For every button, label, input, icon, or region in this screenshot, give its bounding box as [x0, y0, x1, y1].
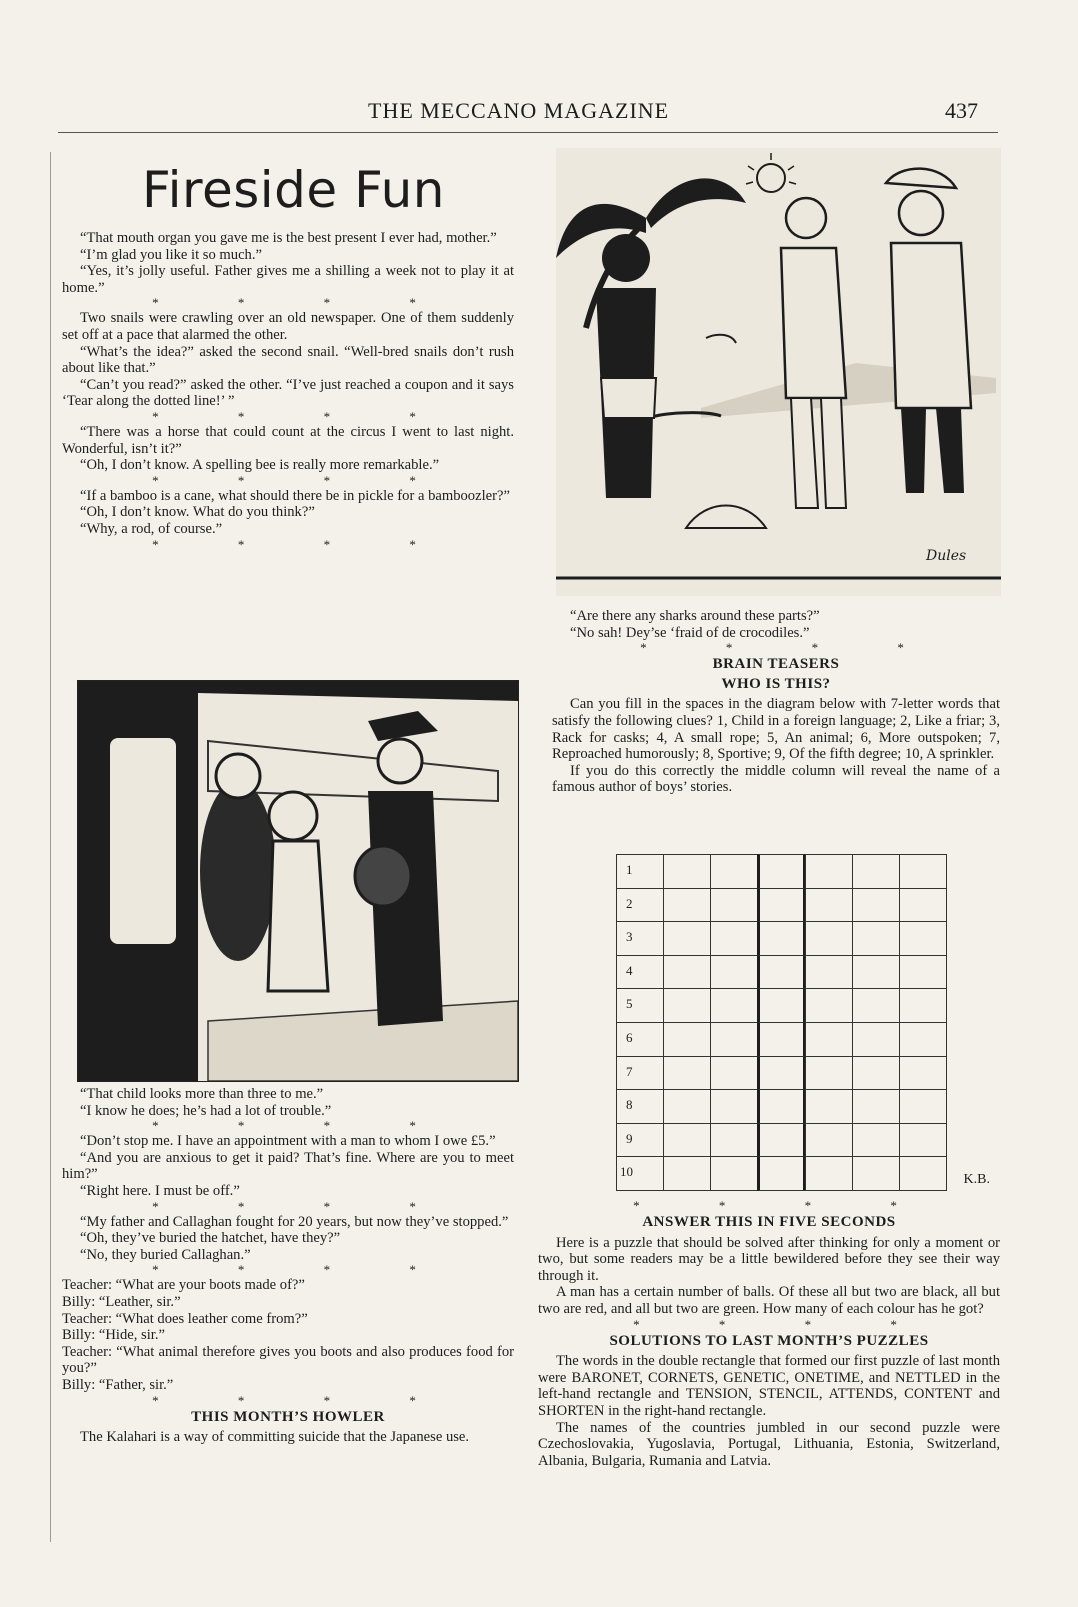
- star-separator: * * * *: [152, 1198, 454, 1214]
- grid-cell: [805, 854, 853, 889]
- joke-paragraph: “Why, a rod, of course.”: [80, 520, 223, 537]
- grid-cell: [899, 921, 947, 956]
- grid-cell: [710, 888, 758, 923]
- grid-cell: [710, 1089, 758, 1124]
- star-separator: * * * *: [633, 1198, 935, 1213]
- fireside-fun-column-lower: [62, 1086, 514, 1446]
- beach-cartoon: [556, 148, 1001, 596]
- joke-paragraph: Billy: “Hide, sir.”: [62, 1327, 165, 1344]
- star-separator: * * * *: [152, 1392, 454, 1408]
- solutions-text: The names of the countries jumbled in our second puzzle were Czechoslovakia, Yugoslavia, Portugal, Lithuania, Estonia, Switzerland, Albania, Bulgaria, Rumania and Latvia.: [538, 1419, 1000, 1469]
- joke-paragraph: Teacher: “What animal therefore gives you boots and also produces food for you?”: [62, 1343, 514, 1377]
- cartoon-caption: “Are there any sharks around these parts?”: [570, 608, 820, 624]
- grid-cell: [805, 1089, 853, 1124]
- grid-cell: [805, 1056, 853, 1091]
- joke-paragraph: “My father and Callaghan fought for 20 years, but now they’ve stopped.”: [80, 1213, 509, 1230]
- grid-cell: [805, 921, 853, 956]
- grid-cell: [899, 888, 947, 923]
- joke-paragraph: “If a bamboo is a cane, what should there be in pickle for a bamboozler?”: [80, 487, 510, 504]
- star-separator: * * * *: [633, 1316, 935, 1332]
- grid-cell: [757, 1022, 805, 1057]
- grid-cell: [757, 988, 805, 1023]
- joke-paragraph: “Oh, I don’t know. What do you think?”: [80, 504, 315, 521]
- grid-cell: [852, 1123, 900, 1158]
- grid-cell: [663, 921, 711, 956]
- grid-cell: [757, 955, 805, 990]
- joke-paragraph: “No, they buried Callaghan.”: [80, 1246, 251, 1263]
- answer-text: A man has a certain number of balls. Of these all but two are black, all but two are red, and all but two are green. How many of each colour has he got?: [538, 1284, 1000, 1317]
- grid-cell: [710, 955, 758, 990]
- who-is-this-text: Can you fill in the spaces in the diagram below with 7-letter words that satisfy the following clues? 1, Child in a foreign language; 2, Like a friar; 3, Rack for casks; 4, A small rope; 5, An animal; 6, More outspoken; 7, Reproached humorously; 8, Sportive; 9, Of the fifth degree; 10, A sprinkler.: [552, 696, 1000, 763]
- grid-cell: [852, 1156, 900, 1191]
- grid-row-number: 9: [626, 1130, 633, 1146]
- star-separator: * * * *: [152, 1262, 454, 1278]
- puzzle-grid: [583, 854, 957, 1190]
- grid-cell: [616, 888, 664, 923]
- grid-cell: [852, 1022, 900, 1057]
- grid-cell: [710, 1022, 758, 1057]
- grid-row-number: 10: [620, 1164, 633, 1180]
- star-separator: * * * *: [152, 536, 454, 552]
- fireside-fun-title: Fireside Fun: [142, 161, 445, 219]
- answer-text: Here is a puzzle that should be solved after thinking for only a moment or two, but some readers may be a little bewildered before they see their way through it.: [538, 1234, 1000, 1284]
- grid-cell: [663, 1056, 711, 1091]
- answer-heading: ANSWER THIS IN FIVE SECONDS: [642, 1214, 896, 1230]
- joke-paragraph: “Oh, I don’t know. A spelling bee is really more remarkable.”: [80, 457, 440, 474]
- star-separator: * * * *: [152, 408, 454, 424]
- grid-cell: [805, 955, 853, 990]
- joke-paragraph: “That mouth organ you gave me is the best present I ever had, mother.”: [80, 230, 497, 246]
- grid-cell: [852, 921, 900, 956]
- grid-cell: [899, 1156, 947, 1191]
- joke-paragraph: “Right here. I must be off.”: [80, 1182, 240, 1199]
- grid-cell: [852, 888, 900, 923]
- grid-cell: [616, 955, 664, 990]
- grid-cell: [899, 854, 947, 889]
- train-cartoon-illustration: [78, 681, 518, 1081]
- grid-row-number: 8: [626, 1097, 633, 1113]
- grid-row-number: 4: [626, 962, 633, 978]
- joke-paragraph: Teacher: “What are your boots made of?”: [62, 1277, 305, 1294]
- grid-cell: [616, 921, 664, 956]
- grid-cell: [852, 1089, 900, 1124]
- brain-teasers-heading: BRAIN TEASERS: [712, 656, 840, 673]
- grid-cell: [616, 854, 664, 889]
- train-conductor-cartoon: [77, 680, 519, 1082]
- grid-cell: [616, 1089, 664, 1124]
- brain-teasers-column: [552, 608, 1000, 796]
- grid-cell: [757, 1123, 805, 1158]
- joke-paragraph: “Yes, it’s jolly useful. Father gives me a shilling a week not to play it at home.”: [62, 263, 514, 296]
- grid-cell: [663, 1156, 711, 1191]
- who-is-this-heading: WHO IS THIS?: [721, 675, 831, 692]
- fireside-fun-column: [62, 152, 514, 552]
- puzzles-lower-column: [538, 1198, 1000, 1469]
- joke-paragraph: “Can’t you read?” asked the other. “I’ve just reached a coupon and it says ‘Tear along the dotted line!’ ”: [62, 376, 514, 410]
- howler-text: The Kalahari is a way of committing suicide that the Japanese use.: [80, 1429, 470, 1446]
- grid-cell: [757, 888, 805, 923]
- grid-cell: [663, 1123, 711, 1158]
- star-separator: * * * *: [152, 472, 454, 488]
- running-head: [58, 98, 998, 133]
- grid-cell: [663, 888, 711, 923]
- grid-cell: [805, 1123, 853, 1158]
- joke-paragraph: “What’s the idea?” asked the second snail. “Well-bred snails don’t rush about like that.”: [62, 343, 514, 377]
- grid-cell: [757, 1056, 805, 1091]
- grid-cell: [899, 988, 947, 1023]
- solutions-heading: SOLUTIONS TO LAST MONTH’S PUZZLES: [609, 1332, 929, 1349]
- grid-cell: [663, 1089, 711, 1124]
- joke-paragraph: Teacher: “What does leather come from?”: [62, 1310, 308, 1327]
- grid-row-number: 3: [626, 929, 633, 945]
- artist-signature: Dules: [926, 548, 967, 564]
- grid-cell: [757, 921, 805, 956]
- grid-cell: [710, 921, 758, 956]
- grid-cell: [852, 988, 900, 1023]
- grid-cell: [899, 1089, 947, 1124]
- grid-cell: [852, 854, 900, 889]
- star-separator: * * * *: [152, 295, 454, 311]
- grid-cell: [757, 1089, 805, 1124]
- grid-row-number: 1: [626, 862, 633, 877]
- joke-paragraph: “And you are anxious to get it paid? That’s fine. Where are you to meet him?”: [62, 1149, 514, 1183]
- joke-paragraph: “I’m glad you like it so much.”: [80, 246, 262, 263]
- grid-cell: [710, 988, 758, 1023]
- joke-paragraph: Billy: “Leather, sir.”: [62, 1293, 181, 1310]
- joke-paragraph: “Don’t stop me. I have an appointment with a man to whom I owe £5.”: [80, 1133, 496, 1150]
- beach-cartoon-illustration: [556, 148, 1001, 596]
- howler-heading: THIS MONTH’S HOWLER: [191, 1408, 385, 1425]
- solutions-text: The words in the double rectangle that formed our first puzzle of last month were BARONET, CORNETS, GENETIC, ONETIME, and NETTLED in the left-hand rectangle and TENSION, STENCIL, ATTENDS, CONTENT and SHORTEN in the right-hand rectangle.: [538, 1353, 1000, 1419]
- grid-cell: [616, 988, 664, 1023]
- grid-cell: [710, 1123, 758, 1158]
- grid-row-number: 6: [626, 1030, 633, 1045]
- grid-cell: [899, 1056, 947, 1091]
- grid-cell: [710, 1156, 758, 1191]
- grid-cell: [710, 1056, 758, 1091]
- grid-row-number: 7: [626, 1063, 633, 1079]
- grid-cell: [757, 1156, 805, 1191]
- page-number: 437: [945, 98, 978, 123]
- grid-row-number: 2: [626, 895, 633, 911]
- grid-cell: [616, 1123, 664, 1158]
- cartoon-caption: “That child looks more than three to me.”: [80, 1086, 324, 1102]
- joke-paragraph: “There was a horse that could count at the circus I went to last night. Wonderful, isn’t it?”: [62, 423, 514, 457]
- puzzle-credit: K.B.: [963, 1172, 990, 1187]
- grid-row-number: 5: [626, 996, 633, 1012]
- joke-paragraph: Two snails were crawling over an old newspaper. One of them suddenly set off at a pace that alarmed the other.: [62, 310, 514, 343]
- who-is-this-text: If you do this correctly the middle column will reveal the name of a famous author of boys’ stories.: [552, 762, 1000, 796]
- grid-cell: [663, 1022, 711, 1057]
- star-separator: * * * *: [640, 640, 942, 656]
- grid-cell: [663, 955, 711, 990]
- grid-cell: [899, 1123, 947, 1158]
- grid-cell: [852, 955, 900, 990]
- cartoon-caption: “No sah! Dey’se ‘fraid of de crocodiles.”: [570, 624, 810, 641]
- grid-cell: [805, 1156, 853, 1191]
- grid-cell: [616, 1022, 664, 1057]
- magazine-title: THE MECCANO MAGAZINE: [368, 98, 670, 123]
- artist-signature: Dules: [108, 1054, 149, 1070]
- grid-cell: [663, 854, 711, 889]
- grid-cell: [805, 1022, 853, 1057]
- grid-cell: [805, 888, 853, 923]
- grid-cell: [663, 988, 711, 1023]
- grid-cell: [757, 854, 805, 889]
- star-separator: * * * *: [152, 1118, 454, 1134]
- cartoon-caption: “I know he does; he’s had a lot of trouble.”: [80, 1102, 332, 1119]
- grid-cell: [710, 854, 758, 889]
- grid-cell: [616, 1056, 664, 1091]
- joke-paragraph: “Oh, they’ve buried the hatchet, have they?”: [80, 1230, 341, 1247]
- joke-paragraph: Billy: “Father, sir.”: [62, 1376, 174, 1393]
- grid-cell: [899, 1022, 947, 1057]
- grid-cell: [899, 955, 947, 990]
- grid-cell: [805, 988, 853, 1023]
- grid-cell: [852, 1056, 900, 1091]
- puzzle-grid-cells: [616, 854, 946, 1190]
